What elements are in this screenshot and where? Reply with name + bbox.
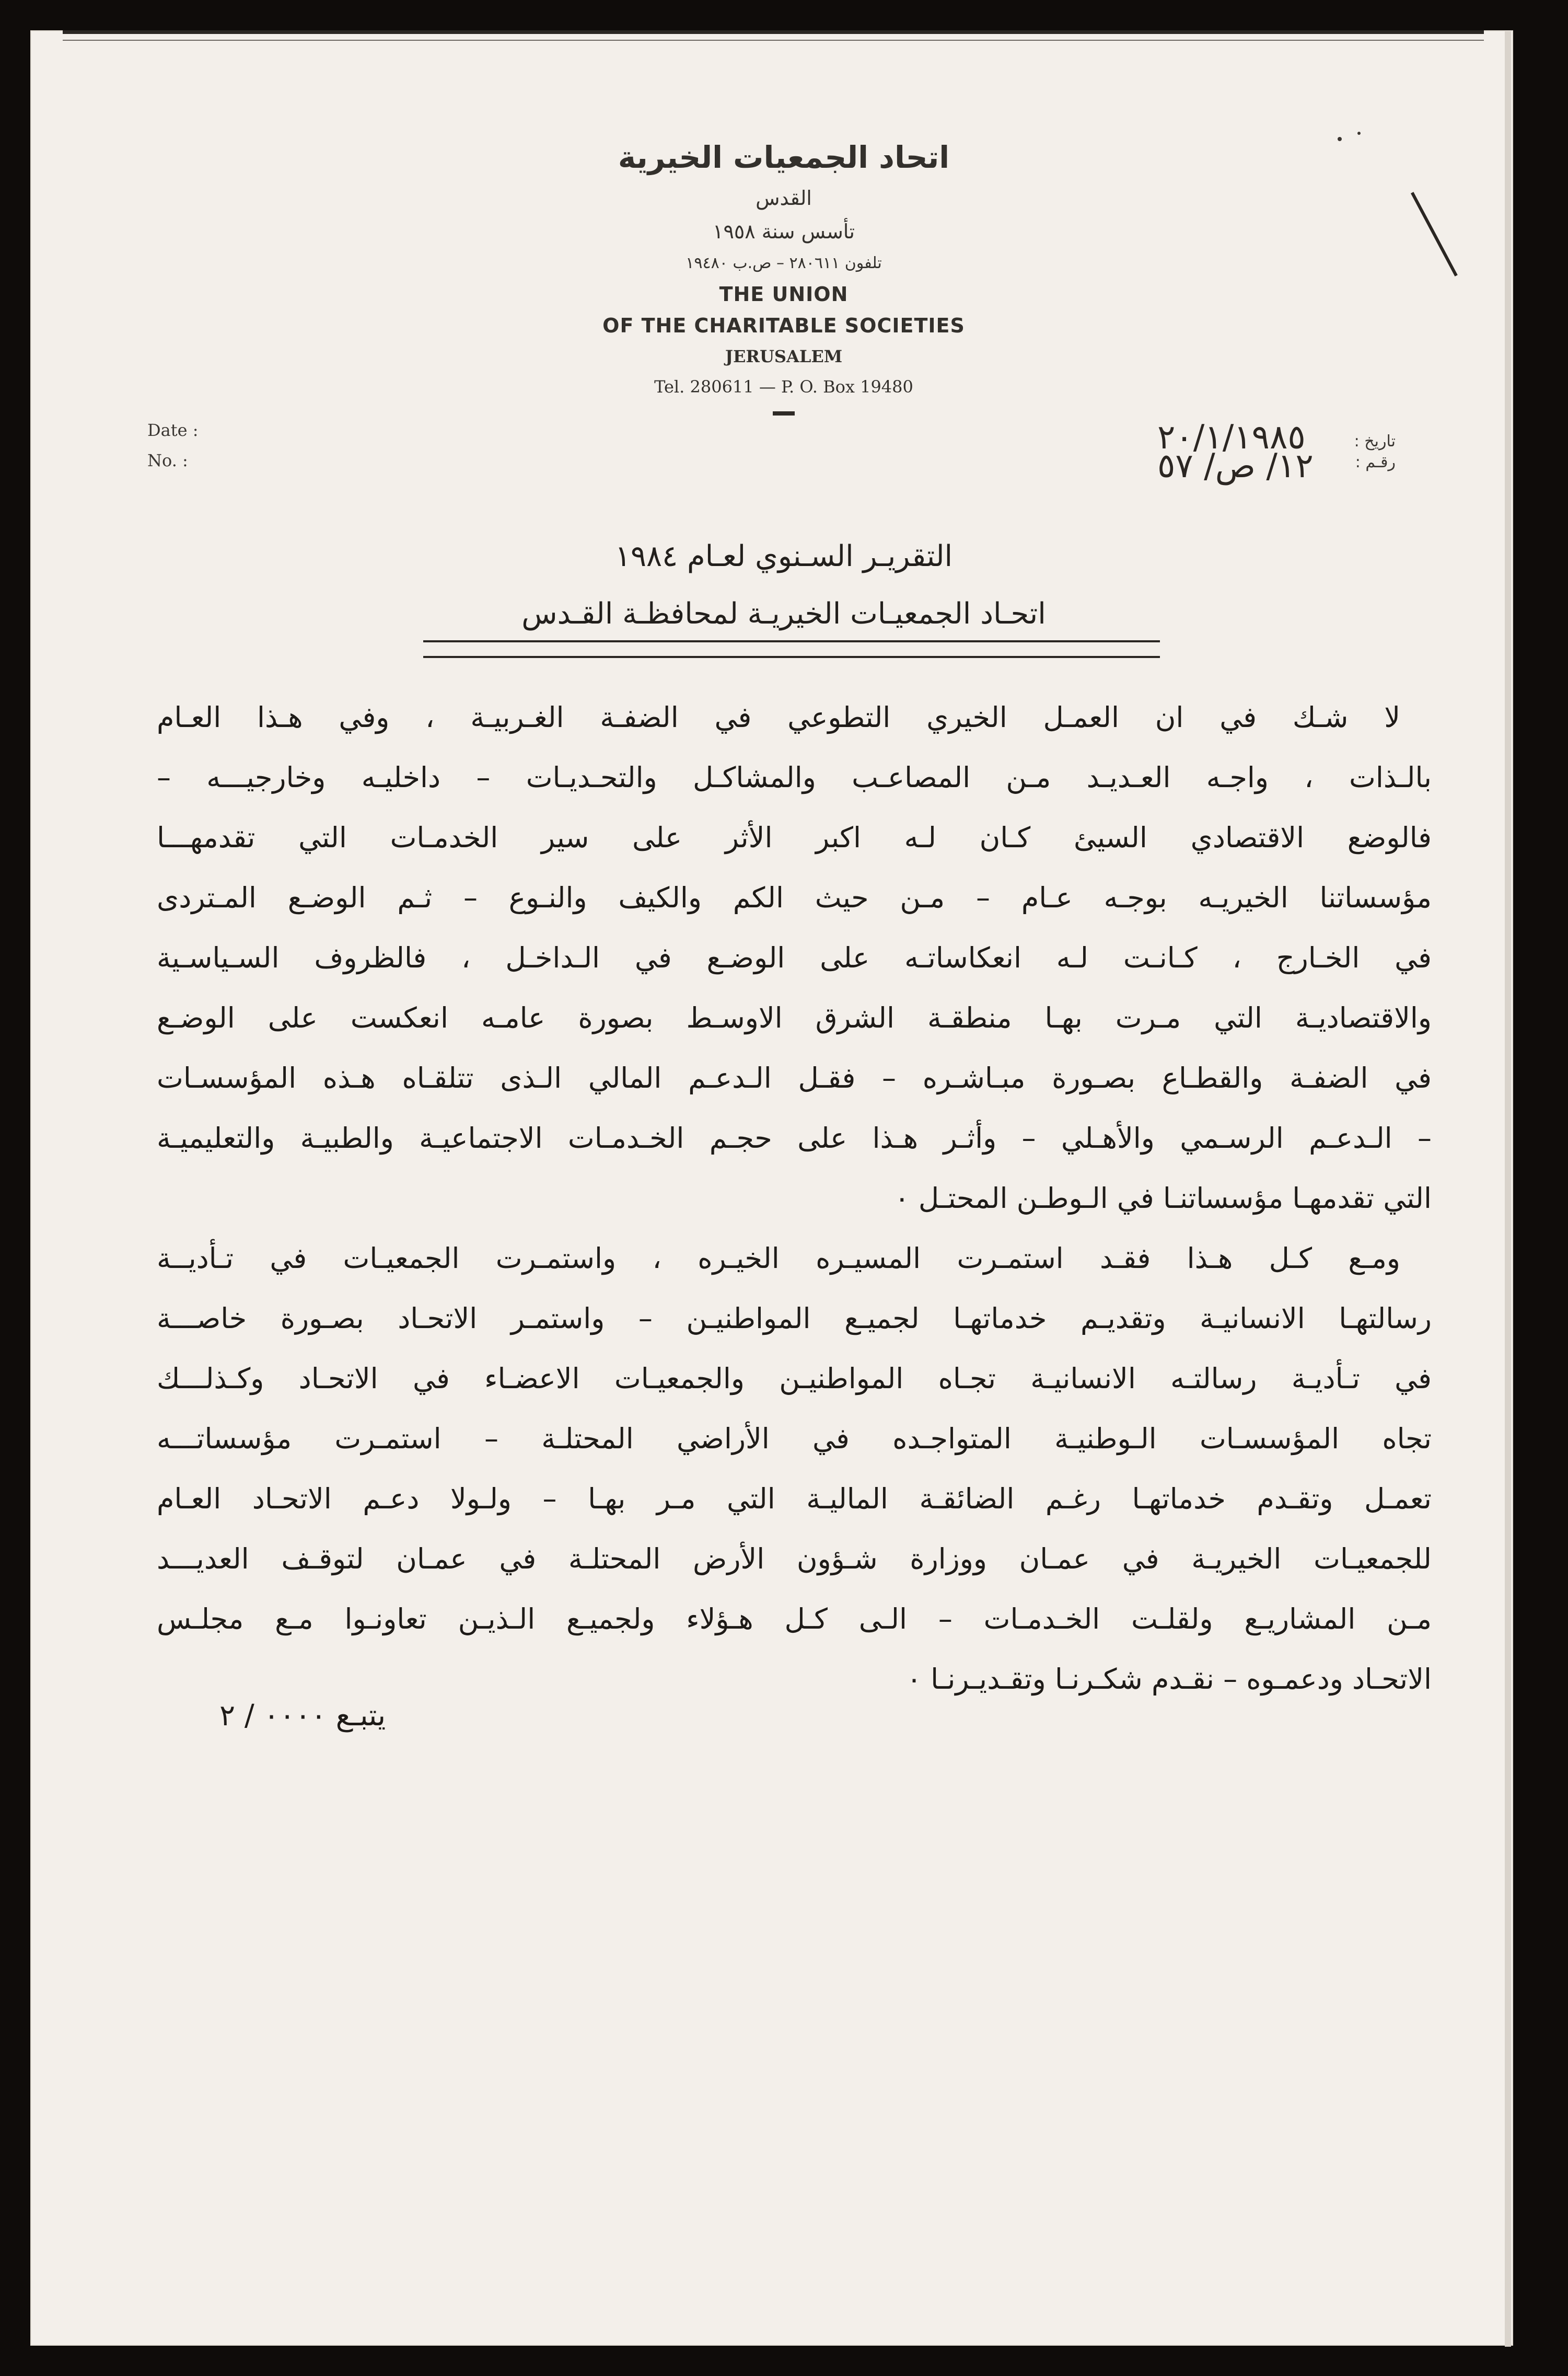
letterhead-arabic-city: القدس (756, 187, 812, 210)
paragraph-2-line: للجمعيـات الخيريـة في عمـان ووزارة شـؤون الأرض المحتلـة في عمـان لتوقـف العديـــد (157, 1542, 1432, 1575)
paragraph-2-line: تعمـل وتقـدم خدماتهـا رغـم الضائقـة الماليـة التي مـر بهـا – ولـولا دعـم الاتحـاد العـام (157, 1482, 1432, 1515)
paragraph-2-line: رسالتهـا الانسانيـة وتقديـم خدماتهـا لجميـع المواطنيـن – واستمـر الاتحـاد بصـورة خاصـــة (157, 1302, 1432, 1335)
paragraph-1-line: في الخـارج ، كـانـت لـه انعكاساتـه على الوضـع في الـداخـل ، فالظروف السـياسـية (157, 941, 1432, 974)
handwritten-number: ١٢/ ص/ ٥٧ (1157, 447, 1314, 486)
date-label-arabic: تاريخ : (1354, 432, 1396, 451)
paragraph-2-line: الاتحـاد ودعمـوه – نقـدم شكـرنـا وتقـديـرنـا ٠ (906, 1663, 1432, 1696)
paragraph-2-line: ومـع كـل هـذا فقـد استمـرت المسيـره الخيـره ، واستمـرت الجمعيـات في تـأديــة (157, 1242, 1400, 1275)
title-double-rule (423, 640, 1160, 658)
date-number-labels-english (147, 415, 198, 476)
paper-edge (1505, 31, 1511, 2347)
date-label: Date : (147, 420, 199, 440)
paragraph-2 (157, 1228, 1432, 1709)
letterhead-english-line1: THE UNION (719, 283, 849, 306)
letterhead-arabic-contact: تلفون ٢٨٠٦١١ – ص.ب ١٩٤٨٠ (686, 254, 882, 272)
number-label: No. : (147, 451, 188, 470)
paragraph-1 (157, 687, 1432, 1228)
paragraph-1-line: مؤسساتنا الخيريـه بوجـه عـام – مـن حيث الكم والكيف والنـوع – ثـم الوضـع المـتردى (157, 881, 1432, 914)
date-number-labels-arabic (1354, 431, 1396, 473)
letterhead-english-city: JERUSALEM (725, 347, 843, 366)
top-rule (63, 30, 1484, 34)
top-rule-thin (63, 40, 1484, 41)
report-title (366, 528, 1202, 643)
paragraph-1-line: فالوضع الاقتصادي السيئ كـان لـه اكبر الأثر على سير الخدمـات التي تقدمهـــا (157, 821, 1432, 854)
paragraph-1-line: لا شـك في ان العمـل الخيري التطوعي في الضفـة الغـربيـة ، وفي هـذا العـام (157, 701, 1400, 734)
letterhead-dash (773, 411, 795, 416)
report-title-line2: اتحـاد الجمعيـات الخيريـة لمحافظـة القـدس (521, 597, 1046, 631)
paragraph-1-line: في الضفـة والقطـاع بصـورة مبـاشـره – فقـل الـدعـم المالي الـذى تتلقـاه هـذه المؤسسـات (157, 1062, 1432, 1094)
letterhead-arabic-title: اتحاد الجمعيات الخيرية (618, 140, 950, 175)
letterhead-arabic-founded: تأسس سنة ١٩٥٨ (713, 220, 855, 243)
ink-speck (1338, 137, 1342, 141)
paragraph-1-line: بالـذات ، واجـه العـديـد مـن المصاعـب والمشاكـل والتحـديـات – داخليـه وخارجيـــه – (157, 761, 1432, 794)
paragraph-1-line: والاقتصاديـة التي مـرت بهـا منطقـة الشرق الاوسـط بصورة عامـه انعكست على الوضـع (157, 1001, 1432, 1034)
number-label-arabic: رقـم : (1355, 453, 1396, 471)
continued-note: يتبـع ٠٠٠٠ / ٢ (219, 1699, 386, 1733)
paragraph-2-line: تجاه المؤسسـات الـوطنيـة المتواجـده في الأراضي المحتلـة – استمـرت مؤسساتـــه (157, 1422, 1432, 1455)
paragraph-2-line: مـن المشاريـع ولقلـت الخـدمـات – الـى كـل هـؤلاء ولجميـع الـذيـن تعاونـوا مـع مجلـس (157, 1602, 1432, 1635)
report-body (157, 687, 1432, 1709)
paragraph-1-line: التي تقدمهـا مؤسساتنـا في الـوطـن المحتـل ٠ (894, 1182, 1432, 1215)
paragraph-2-line: في تـأديـة رسالتـه الانسانيـة تجـاه المواطنيـن والجمعيـات الاعضـاء في الاتحـاد وكـذلـــك (157, 1362, 1432, 1395)
letterhead-english-line2: OF THE CHARITABLE SOCIETIES (602, 314, 965, 337)
letterhead-english-contact: Tel. 280611 — P. O. Box 19480 (654, 377, 913, 397)
letterhead (533, 133, 1035, 416)
ink-speck (1357, 132, 1361, 135)
paragraph-1-line: – الـدعـم الرسـمي والأهـلي – وأثـر هـذا على حجـم الخـدمـات الاجتماعيـة والطبيـة والتعليميـة (157, 1122, 1432, 1155)
handwritten-date: ٢٠/١/١٩٨٥ (1157, 418, 1306, 457)
report-title-line1: التقريـر السـنوي لعـام ١٩٨٤ (614, 539, 953, 573)
